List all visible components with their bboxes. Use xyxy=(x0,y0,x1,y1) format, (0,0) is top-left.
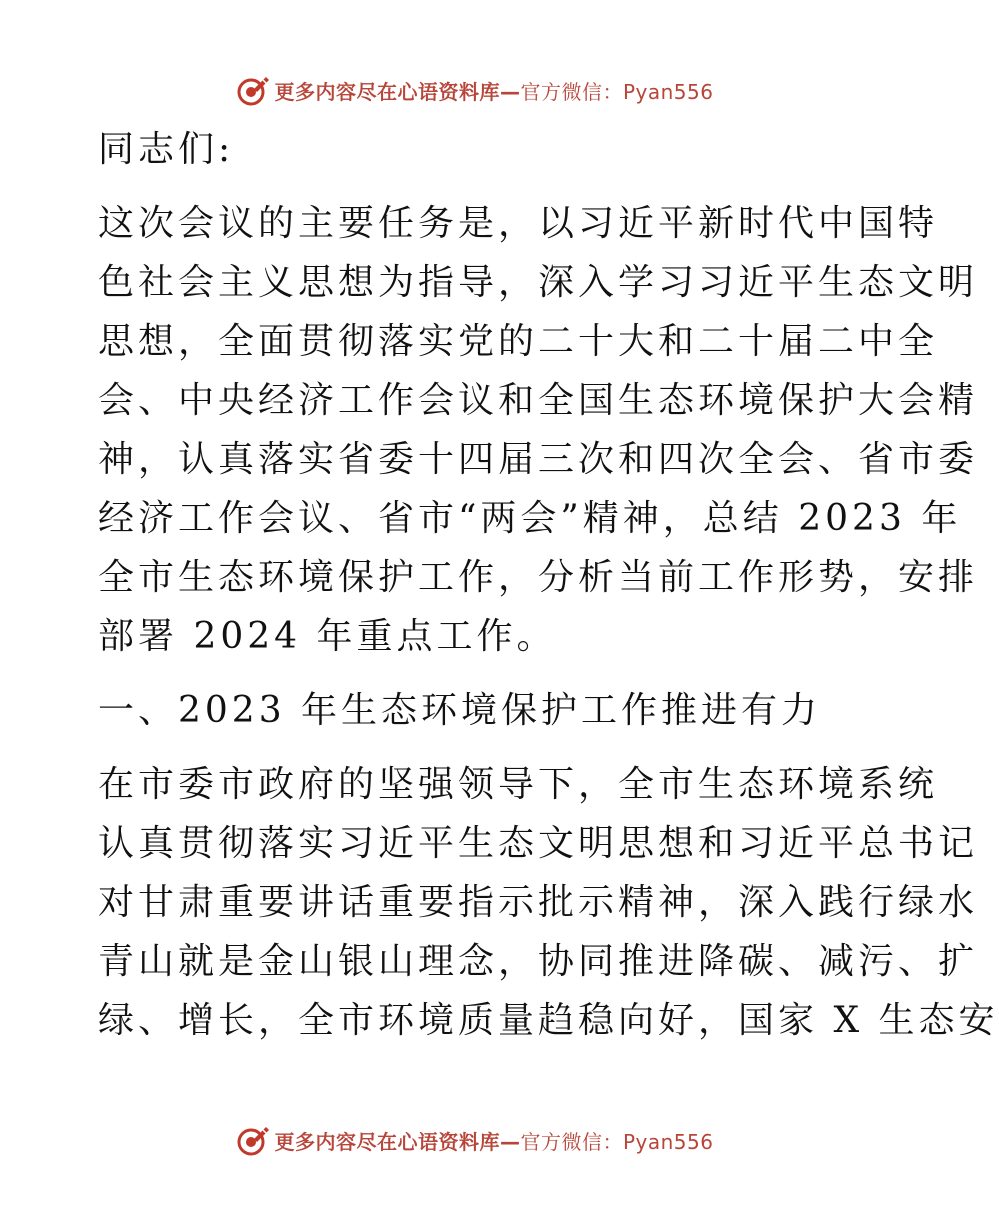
paragraph-line: 这次会议的主要任务是，以习近平新时代中国特 xyxy=(98,203,939,244)
section-heading: 一、2023 年生态环境保护工作推进有力 xyxy=(98,690,822,731)
document-body xyxy=(98,120,999,1050)
banner-text-wechat: 官方微信：Pyan556 xyxy=(520,1129,714,1154)
paragraph-line: 部署 2024 年重点工作。 xyxy=(98,616,557,657)
paragraph-gap xyxy=(98,740,858,755)
banner-text-cn: 更多内容尽在心语资料库— xyxy=(274,79,521,104)
banner-text-cn: 更多内容尽在心语资料库— xyxy=(274,1129,521,1154)
paragraph-line: 色社会主义思想为指导，深入学习习近平生态文明 xyxy=(98,262,979,303)
paragraph-gap xyxy=(98,666,858,681)
banner-text xyxy=(274,76,713,105)
paragraph-line: 神，认真落实省委十四届三次和四次全会、省市委 xyxy=(98,439,979,480)
paragraph-line: 思想，全面贯彻落实党的二十大和二十届二中全 xyxy=(98,321,939,362)
paragraph-line: 在市委市政府的坚强领导下，全市生态环境系统 xyxy=(98,764,939,805)
paragraph-line: 绿、增长，全市环境质量趋稳向好，国家 X 生态安 xyxy=(98,1000,999,1041)
banner-text xyxy=(274,1126,713,1155)
footer-watermark-banner xyxy=(0,1120,950,1160)
paragraph-line: 认真贯彻落实习近平生态文明思想和习近平总书记 xyxy=(98,823,979,864)
salutation: 同志们: xyxy=(98,129,235,170)
paragraph-2 xyxy=(98,755,999,1050)
paragraph-line: 青山就是金山银山理念，协同推进降碳、减污、扩 xyxy=(98,941,979,982)
paragraph-line: 经济工作会议、省市“两会”精神，总结 2023 年 xyxy=(98,498,962,539)
paragraph-line: 全市生态环境保护工作，分析当前工作形势，安排 xyxy=(98,557,979,598)
paragraph-gap xyxy=(98,179,858,194)
pen-circle-logo-icon xyxy=(236,73,270,107)
paragraph-line: 会、中央经济工作会议和全国生态环境保护大会精 xyxy=(98,380,979,421)
paragraph-1 xyxy=(98,194,979,666)
paragraph-line: 对甘肃重要讲话重要指示批示精神，深入践行绿水 xyxy=(98,882,979,923)
banner-text-wechat: 官方微信：Pyan556 xyxy=(520,79,714,104)
header-watermark-banner xyxy=(0,70,950,110)
pen-circle-logo-icon xyxy=(236,1123,270,1157)
